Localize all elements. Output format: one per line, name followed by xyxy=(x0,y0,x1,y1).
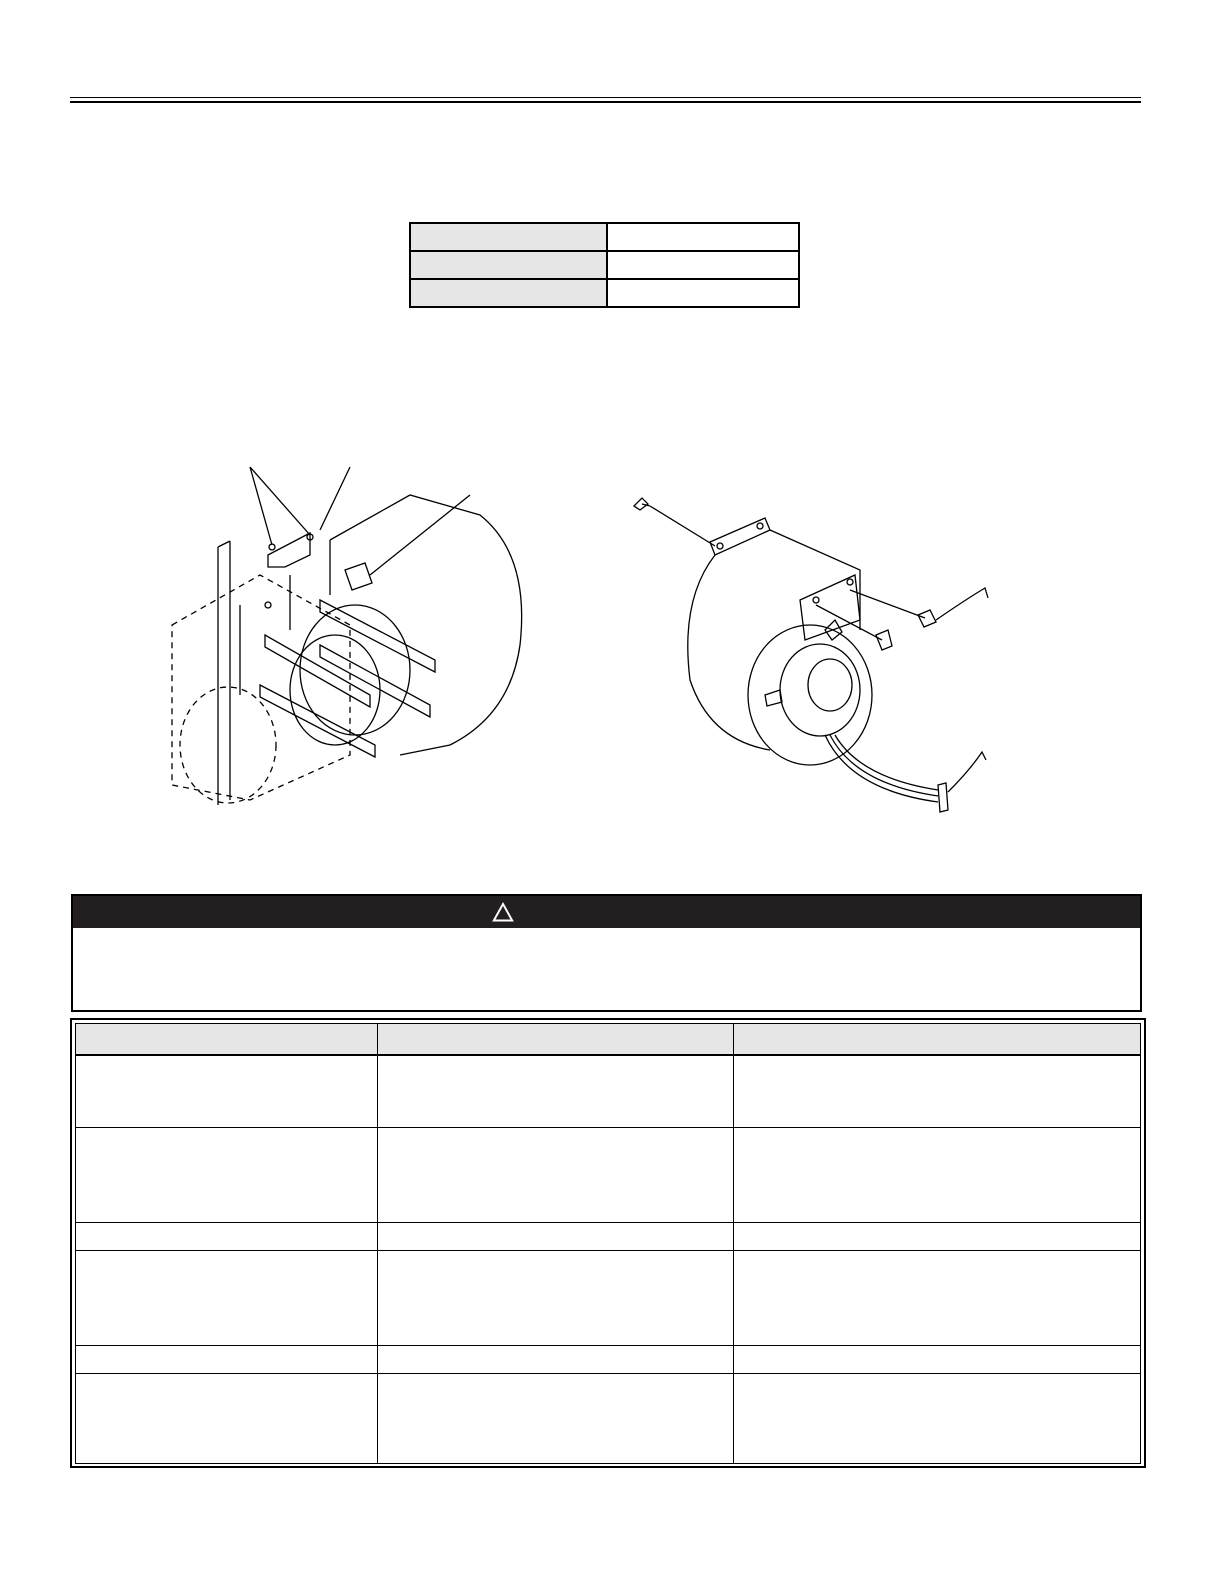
column-header xyxy=(378,1024,734,1056)
table-cell xyxy=(378,1250,734,1345)
table-row xyxy=(76,1345,1141,1373)
table-cell xyxy=(378,1345,734,1373)
table-cell xyxy=(76,1373,378,1463)
spec-row xyxy=(410,223,799,251)
spec-table xyxy=(409,222,800,308)
header-rule-thick xyxy=(70,101,1141,103)
spec-value xyxy=(607,251,799,279)
troubleshooting-table-frame xyxy=(70,1018,1146,1468)
table-cell xyxy=(76,1345,378,1373)
spec-row xyxy=(410,251,799,279)
table-cell xyxy=(76,1127,378,1222)
table-cell xyxy=(734,1222,1141,1250)
warning-box xyxy=(71,894,1142,1012)
table-cell xyxy=(76,1055,378,1127)
table-row xyxy=(76,1373,1141,1463)
table-row xyxy=(76,1055,1141,1127)
header-rule-thin xyxy=(70,97,1141,98)
blower-assembly-illustration xyxy=(620,480,1000,820)
table-row xyxy=(76,1127,1141,1222)
table-row xyxy=(76,1250,1141,1345)
blower-mounting-illustration xyxy=(150,455,550,825)
warning-header xyxy=(73,896,1140,928)
column-header xyxy=(734,1024,1141,1056)
spec-value xyxy=(607,279,799,307)
table-cell xyxy=(734,1127,1141,1222)
column-header xyxy=(76,1024,378,1056)
table-cell xyxy=(378,1373,734,1463)
table-header-row xyxy=(76,1024,1141,1056)
table-cell xyxy=(378,1222,734,1250)
table-cell xyxy=(734,1250,1141,1345)
spec-label xyxy=(410,251,607,279)
table-cell xyxy=(378,1055,734,1127)
table-row xyxy=(76,1222,1141,1250)
table-cell xyxy=(734,1345,1141,1373)
spec-label xyxy=(410,223,607,251)
troubleshooting-table xyxy=(75,1023,1141,1464)
spec-label xyxy=(410,279,607,307)
table-cell xyxy=(734,1373,1141,1463)
table-cell xyxy=(76,1222,378,1250)
spec-row xyxy=(410,279,799,307)
warning-body xyxy=(73,928,1140,944)
table-cell xyxy=(378,1127,734,1222)
table-cell xyxy=(734,1055,1141,1127)
warning-triangle-icon xyxy=(491,901,515,923)
spec-value xyxy=(607,223,799,251)
table-cell xyxy=(76,1250,378,1345)
